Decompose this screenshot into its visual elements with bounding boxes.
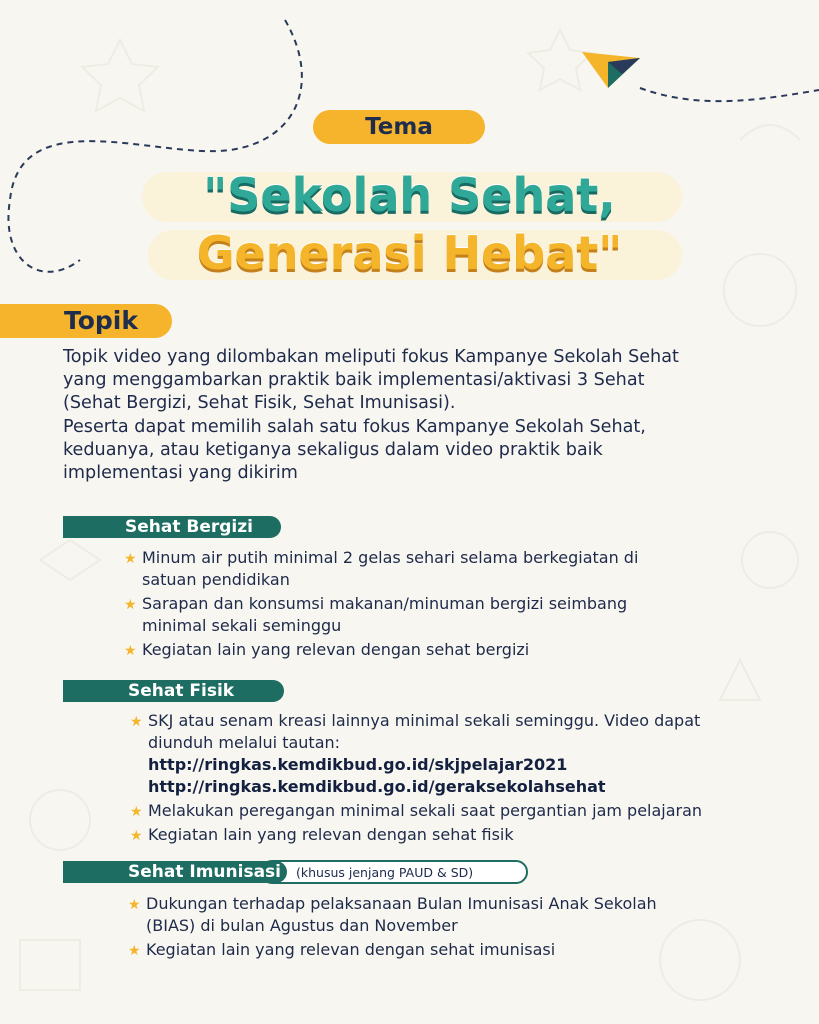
sehat-fisik-title: Sehat Fisik bbox=[128, 681, 235, 701]
topik-line: keduanya, atau ketiganya sekaligus dalam video praktik baik bbox=[63, 439, 603, 460]
gerak-sekolah-sehat-link[interactable]: http://ringkas.kemdikbud.go.id/geraksekolahsehat bbox=[148, 777, 606, 796]
list-item: ★ Kegiatan lain yang relevan dengan sehat bergizi bbox=[124, 639, 638, 661]
list-item: ★ Dukungan terhadap pelaksanaan Bulan Imunisasi Anak Sekolah (BIAS) di bulan Agustus dan November bbox=[128, 894, 657, 935]
tema-badge bbox=[313, 110, 485, 144]
star-icon: ★ bbox=[124, 643, 137, 659]
list-item: ★ Sarapan dan konsumsi makanan/minuman bergizi seimbang minimal sekali seminggu bbox=[124, 594, 628, 635]
sehat-fisik-list bbox=[130, 710, 702, 846]
star-icon: ★ bbox=[130, 804, 143, 820]
imunisasi-note: (khusus jenjang PAUD & SD) bbox=[296, 865, 474, 880]
star-icon: ★ bbox=[130, 714, 143, 730]
topik-line: Topik video yang dilombakan meliputi fokus Kampanye Sekolah Sehat bbox=[63, 347, 679, 367]
star-icon: ★ bbox=[124, 551, 137, 567]
skj-link[interactable]: http://ringkas.kemdikbud.go.id/skjpelajar2021 bbox=[148, 755, 568, 774]
star-icon: ★ bbox=[128, 897, 141, 913]
topik-description bbox=[63, 346, 783, 485]
sehat-imunisasi-title: Sehat Imunisasi bbox=[128, 862, 281, 882]
list-item: ★ Kegiatan lain yang relevan dengan sehat fisik bbox=[130, 824, 702, 846]
list-item: ★ Kegiatan lain yang relevan dengan sehat imunisasi bbox=[128, 939, 657, 961]
title-line-1: "Sekolah Sehat, bbox=[203, 168, 616, 222]
topik-line: implementasi yang dikirim bbox=[63, 463, 298, 484]
sehat-bergizi-list bbox=[124, 547, 638, 661]
title-line-2: Generasi Hebat" bbox=[196, 226, 623, 280]
topik-line: Peserta dapat memilih salah satu fokus Kampanye Sekolah Sehat, bbox=[63, 416, 646, 437]
tema-label: Tema bbox=[365, 114, 433, 140]
topik-line: (Sehat Bergizi, Sehat Fisik, Sehat Imunisasi). bbox=[63, 393, 456, 414]
star-icon: ★ bbox=[130, 828, 143, 844]
star-icon: ★ bbox=[128, 943, 141, 959]
sehat-bergizi-title: Sehat Bergizi bbox=[125, 517, 253, 537]
list-item: ★ SKJ atau senam kreasi lainnya minimal sekali seminggu. Video dapat diunduh melalui tautan: http://ringkas.kemdikbud.go.id/skjpelajar2021 http://ringkas.kemdikbud.go.id/geraksekolahsehat bbox=[130, 711, 701, 796]
list-item: ★ Minum air putih minimal 2 gelas sehari selama berkegiatan di satuan pendidikan bbox=[124, 548, 639, 589]
list-item: ★ Melakukan peregangan minimal sekali saat pergantian jam pelajaran bbox=[130, 800, 702, 822]
star-icon: ★ bbox=[124, 597, 137, 613]
topik-line: yang menggambarkan praktik baik implementasi/aktivasi 3 Sehat bbox=[63, 370, 645, 391]
paper-plane-icon bbox=[582, 48, 640, 88]
sehat-imunisasi-list bbox=[128, 893, 657, 961]
topik-label: Topik bbox=[64, 306, 138, 335]
